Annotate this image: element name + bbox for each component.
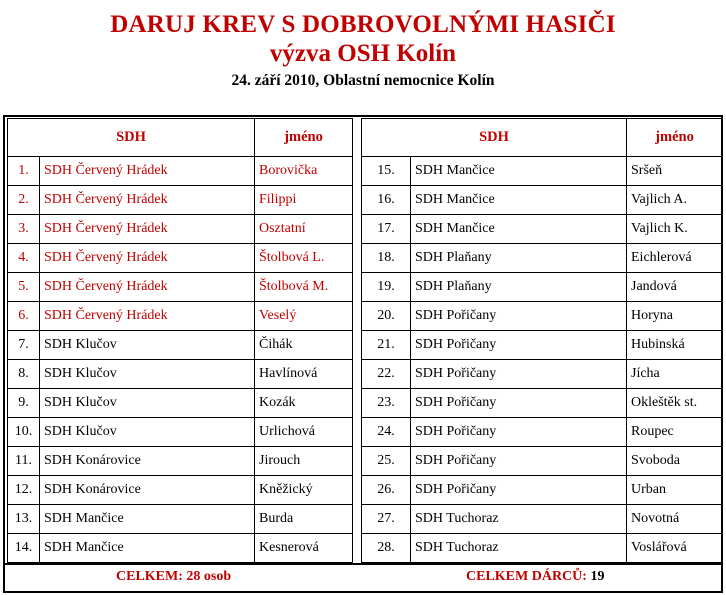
row-sdh: SDH Pořičany: [411, 418, 627, 447]
row-sdh: SDH Červený Hrádek: [40, 186, 255, 215]
row-sdh: SDH Mančice: [40, 534, 255, 563]
row-sdh: SDH Pořičany: [411, 389, 627, 418]
row-number: 13.: [8, 505, 40, 534]
row-sdh: SDH Mančice: [411, 215, 627, 244]
row-name: Jícha: [627, 360, 723, 389]
table-row: [362, 447, 723, 476]
row-sdh: SDH Červený Hrádek: [40, 244, 255, 273]
row-number: 8.: [8, 360, 40, 389]
row-sdh: SDH Plaňany: [411, 244, 627, 273]
event-info: 24. září 2010, Oblastní nemocnice Kolín: [231, 72, 495, 89]
row-sdh: SDH Tuchoraz: [411, 534, 627, 563]
donor-table-right: [361, 118, 723, 563]
row-number: 22.: [362, 360, 411, 389]
row-name: Voslářová: [627, 534, 723, 563]
row-name: Štolbová L.: [255, 244, 353, 273]
row-name: Horyna: [627, 302, 723, 331]
table-row: [362, 476, 723, 505]
row-sdh: SDH Pořičany: [411, 360, 627, 389]
column-header-sdh: SDH: [362, 119, 627, 157]
row-number: 4.: [8, 244, 40, 273]
row-name: Štolbová M.: [255, 273, 353, 302]
row-sdh: SDH Pořičany: [411, 476, 627, 505]
page-subtitle: výzva OSH Kolín: [269, 40, 457, 67]
row-name: Roupec: [627, 418, 723, 447]
table-row: [8, 331, 353, 360]
row-number: 24.: [362, 418, 411, 447]
row-name: Novotná: [627, 505, 723, 534]
table-row: [362, 418, 723, 447]
row-name: Vajlich A.: [627, 186, 723, 215]
row-number: 28.: [362, 534, 411, 563]
row-name: Veselý: [255, 302, 353, 331]
footer-divider: [3, 563, 723, 565]
row-name: Jirouch: [255, 447, 353, 476]
row-sdh: SDH Plaňany: [411, 273, 627, 302]
table-row: [362, 186, 723, 215]
row-sdh: SDH Klučov: [40, 418, 255, 447]
row-name: Borovička: [255, 157, 353, 186]
row-number: 6.: [8, 302, 40, 331]
table-row: [8, 157, 353, 186]
row-number: 2.: [8, 186, 40, 215]
row-number: 20.: [362, 302, 411, 331]
row-sdh: SDH Mančice: [411, 157, 627, 186]
row-name: Hubinská: [627, 331, 723, 360]
row-number: 16.: [362, 186, 411, 215]
table-row: [8, 447, 353, 476]
table-row: [362, 244, 723, 273]
row-name: Osztatní: [255, 215, 353, 244]
table-row: [362, 505, 723, 534]
row-number: 7.: [8, 331, 40, 360]
column-header-name: jméno: [255, 119, 353, 157]
row-name: Havlínová: [255, 360, 353, 389]
row-number: 1.: [8, 157, 40, 186]
row-name: Kesnerová: [255, 534, 353, 563]
row-number: 3.: [8, 215, 40, 244]
row-number: 21.: [362, 331, 411, 360]
column-header-name: jméno: [627, 119, 723, 157]
total-persons: CELKEM: 28 osob: [116, 569, 232, 584]
row-number: 18.: [362, 244, 411, 273]
row-number: 11.: [8, 447, 40, 476]
row-number: 25.: [362, 447, 411, 476]
table-row: [8, 215, 353, 244]
row-name: Burda: [255, 505, 353, 534]
row-sdh: SDH Červený Hrádek: [40, 302, 255, 331]
row-name: Sršeň: [627, 157, 723, 186]
total-donors: [466, 569, 604, 585]
total-donors-label: CELKEM DÁRCŮ:: [466, 569, 587, 584]
row-sdh: SDH Pořičany: [411, 331, 627, 360]
column-header-sdh: SDH: [8, 119, 255, 157]
row-sdh: SDH Tuchoraz: [411, 505, 627, 534]
row-sdh: SDH Klučov: [40, 389, 255, 418]
table-row: [8, 186, 353, 215]
table-header-row: [362, 119, 723, 157]
row-sdh: SDH Konárovice: [40, 447, 255, 476]
row-name: Jandová: [627, 273, 723, 302]
table-divider: [353, 117, 359, 563]
table-row: [362, 157, 723, 186]
row-name: Okleštěk st.: [627, 389, 723, 418]
row-sdh: SDH Červený Hrádek: [40, 215, 255, 244]
table-row: [8, 505, 353, 534]
table-row: [8, 389, 353, 418]
row-number: 10.: [8, 418, 40, 447]
row-name: Kněžický: [255, 476, 353, 505]
row-sdh: SDH Klučov: [40, 360, 255, 389]
table-row: [8, 476, 353, 505]
row-number: 17.: [362, 215, 411, 244]
row-sdh: SDH Mančice: [40, 505, 255, 534]
donor-table-left: [7, 118, 353, 563]
table-row: [8, 273, 353, 302]
table-row: [8, 534, 353, 563]
row-name: Urban: [627, 476, 723, 505]
row-number: 12.: [8, 476, 40, 505]
row-number: 15.: [362, 157, 411, 186]
table-row: [362, 534, 723, 563]
table-row: [8, 418, 353, 447]
table-row: [362, 360, 723, 389]
row-sdh: SDH Klučov: [40, 331, 255, 360]
total-donors-value: 19: [590, 569, 605, 584]
table-row: [8, 302, 353, 331]
row-name: Vajlich K.: [627, 215, 723, 244]
table-header-row: [8, 119, 353, 157]
row-name: Kozák: [255, 389, 353, 418]
row-sdh: SDH Konárovice: [40, 476, 255, 505]
table-row: [362, 302, 723, 331]
table-row: [8, 244, 353, 273]
row-sdh: SDH Mančice: [411, 186, 627, 215]
row-name: Svoboda: [627, 447, 723, 476]
row-number: 26.: [362, 476, 411, 505]
table-row: [362, 331, 723, 360]
table-row: [362, 215, 723, 244]
row-number: 23.: [362, 389, 411, 418]
table-row: [8, 360, 353, 389]
row-name: Urlichová: [255, 418, 353, 447]
row-number: 14.: [8, 534, 40, 563]
table-row: [362, 389, 723, 418]
row-number: 19.: [362, 273, 411, 302]
row-sdh: SDH Pořičany: [411, 302, 627, 331]
page-title: DARUJ KREV S DOBROVOLNÝMI HASIČI: [110, 11, 616, 38]
row-number: 27.: [362, 505, 411, 534]
row-number: 5.: [8, 273, 40, 302]
row-name: Čihák: [255, 331, 353, 360]
row-sdh: SDH Červený Hrádek: [40, 273, 255, 302]
row-number: 9.: [8, 389, 40, 418]
row-name: Filippi: [255, 186, 353, 215]
row-sdh: SDH Pořičany: [411, 447, 627, 476]
row-name: Eichlerová: [627, 244, 723, 273]
row-sdh: SDH Červený Hrádek: [40, 157, 255, 186]
table-row: [362, 273, 723, 302]
